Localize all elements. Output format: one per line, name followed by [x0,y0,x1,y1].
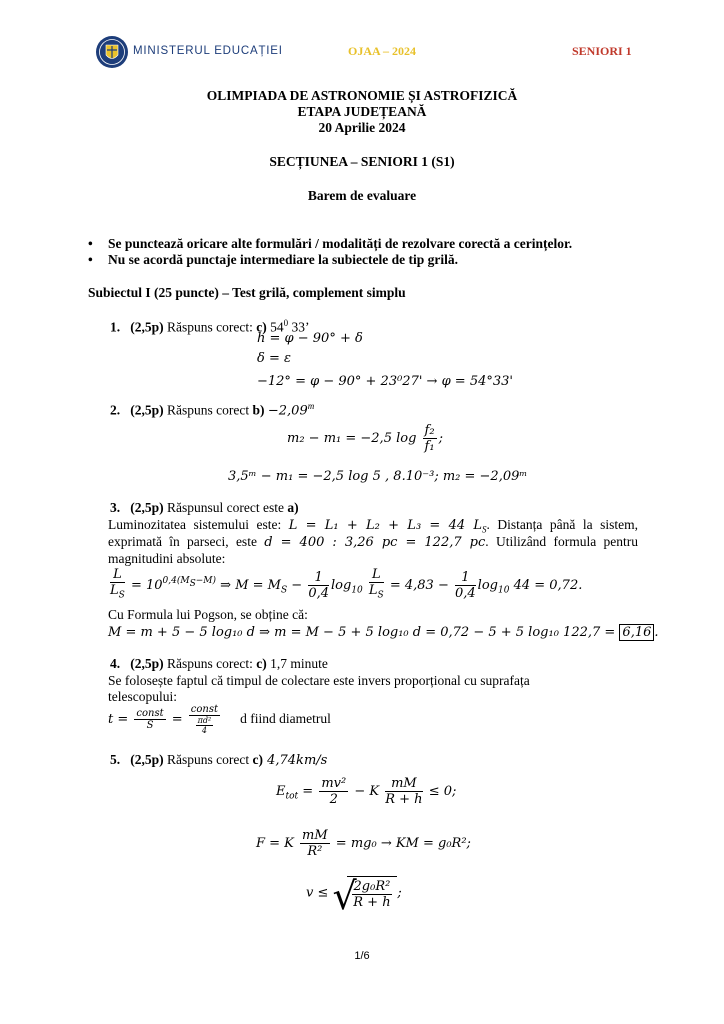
bullet-text: Se punctează oricare alte formulări / modalități de rezolvare corectă a cerințelor. [108,236,573,251]
q5-velocity-eq: v ≤ √ $\frac{\text{2g₀R²}}{R + h}$ ; [306,874,402,918]
title-line3: 20 Aprilie 2024 [318,120,406,135]
q5-answer: 5. (2,5p) Răspuns corect c) 4,74km/s [110,752,328,768]
q1-eq2: δ = ε [257,351,291,366]
final-answer-box: 6,16 [619,624,654,641]
q-letter: c) [256,319,267,335]
title-line2: ETAPA JUDEȚEANĂ [297,104,427,119]
q-points: (2,5p) [130,319,164,335]
q1-answer: 1. (2,5p) Răspuns corect: c) $54^0$ 33’ [110,318,310,335]
bullet-item: • [88,252,93,267]
header-center: OJAA – 2024 [348,44,417,58]
q1-eq3: −12° = φ − 90° + 23⁰27' → φ = 54°33' [257,374,513,389]
header-right: SENIORI 1 [572,44,632,58]
q2-answer: 2. (2,5p) Răspuns corect $b) -2,09^m$ [110,401,315,419]
q4-answer: 4. (2,5p) Răspuns corect: c) 1,7 minute [110,656,328,671]
page-number: 1/6 [354,950,370,962]
q3-paragraph-line3: magnitudini absolute: [108,551,226,566]
q1-eq1: h = φ − 90° + δ [257,331,363,346]
q4-text-line2: telescopului: [108,689,177,704]
q3-paragraph-line1: Luminozitatea sistemului este: L = L₁ + L₂ + L₃ = 44 $L_S$. Distanța până la sistem, [108,517,639,535]
q4-formula: t = $\frac{\text{const}}{S}$ = $\frac{\text{const}}{\frac{\text{πd²}}{4}}$ d fiind diametrul [108,704,331,735]
q3-magnitude-formula: $\frac{L}{L_S}$ = $10^{0,4(M_S-M)}$ ⇒ $M = M_S$ − $\frac{1}{0,4}$ $\log_{10}$ $\frac{L}{L_S}$ = 4,83 − $\frac{1}{0,4}$ $\log_{10} 44 = 0,72$. [110,567,583,601]
subject-heading: Subiectul I (25 puncte) – Test grilă, complement simplu [88,285,406,300]
q3-pogson-eq: M = m + 5 − 5 log₁₀ d ⇒ m = M − 5 + 5 log₁₀ d = 0,72 − 5 + 5 log₁₀ 122,7 = 6,16 . [108,625,659,640]
ministry-logo [95,34,129,70]
sqrt-icon: √ [332,874,357,918]
q2-eq1: m₂ − m₁ = −2,5 log $\frac{\text{f₂}}{\text{f₁}}$ ; [287,423,443,454]
bullet-item: • [88,236,93,251]
ministry-name: MINISTERUL EDUCAȚIEI [133,45,283,57]
q-number: 1. [110,319,121,335]
q5-energy-eq: $E_{tot}$ = $\frac{\text{mv²}}{2}$ − K $\frac{mM}{R + h}$ ≤ 0; [276,776,457,807]
title-line1: OLIMPIADA DE ASTRONOMIE ȘI ASTROFIZICĂ [206,88,518,103]
q4-text-line1: Se folosește faptul că timpul de colectare este invers proporțional cu suprafața [108,673,530,688]
q5-force-eq: F = K $\frac{mM}{\text{R²}}$ = mg₀ → KM = g₀R²; [256,828,471,859]
barem-title: Barem de evaluare [307,188,417,203]
bullet-text: Nu se acordă punctaje intermediare la subiectele de tip grilă. [108,252,458,267]
q3-paragraph-line2: exprimată în parseci, este d = 400 : 3,26 pc = 122,7 pc. Utilizând formula pentru [108,534,638,550]
q3-answer: 3. (2,5p) Răspunsul corect este a) [110,500,299,515]
q3-pogson-text: Cu Formula lui Pogson, se obține că: [108,607,308,622]
q-label: Răspuns corect: [163,319,257,335]
section-title: SECȚIUNEA – SENIORI 1 (S1) [269,154,455,169]
q2-eq2: 3,5ᵐ − m₁ = −2,5 log 5 , 8.10⁻³; m₂ = −2,09ᵐ [228,469,528,484]
crest-icon [95,34,129,70]
